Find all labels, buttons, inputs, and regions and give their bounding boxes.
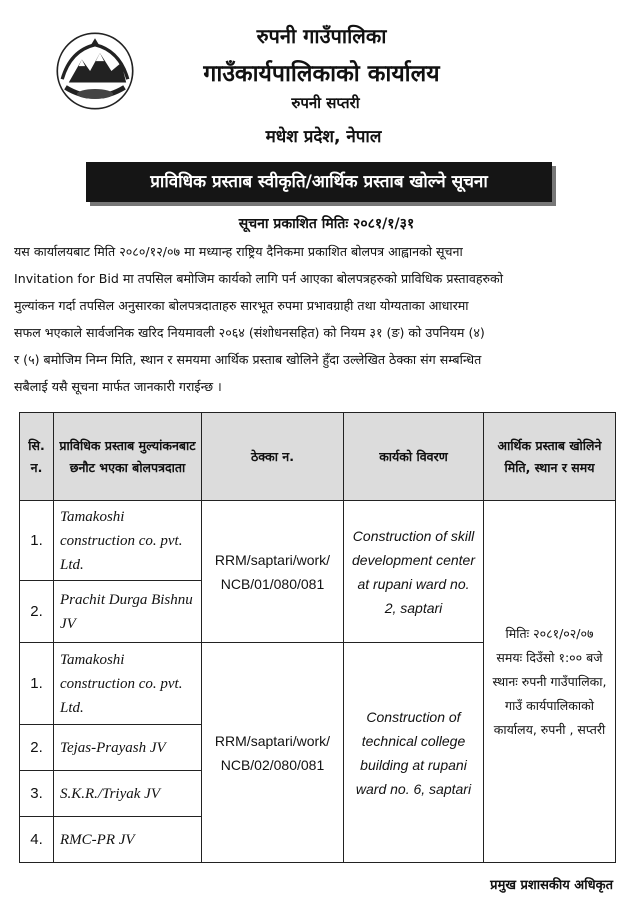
serial-number: 2. [20, 581, 54, 643]
published-date: सूचना प्रकाशित मितिः २०८१/१/३१ [238, 216, 415, 232]
contract-number: RRM/saptari/work/ NCB/01/080/081 [202, 501, 344, 643]
work-description: Construction of skill development center at rupani ward no. 2, saptari [344, 501, 484, 643]
opening-details [484, 501, 616, 863]
serial-number: 4. [20, 817, 54, 863]
header-bidder: प्राविधिक प्रस्ताब मुल्यांकनबाट छनौट भएका बोलपत्रदाता [54, 413, 202, 501]
bidder-name: Prachit Durga Bishnu JV [54, 581, 202, 643]
header-opening-details: आर्थिक प्रस्ताब खोलिने मिति, स्थान र समय [484, 413, 616, 501]
serial-number: 2. [20, 725, 54, 771]
header-contract-number: ठेक्का न. [202, 413, 344, 501]
body-line: र (५) बमोजिम निम्न मिति, स्थान र समयमा आर्थिक प्रस्ताब खोलिने हुँदा उल्लेखित ठेक्का संग सम्बन्धित [14, 352, 482, 367]
serial-number: 3. [20, 771, 54, 817]
notice-title-banner: प्राविधिक प्रस्ताब स्वीकृति/आर्थिक प्रस्ताब खोल्ने सूचना [86, 162, 552, 202]
bidder-name: Tejas-Prayash JV [54, 725, 202, 771]
bid-results-table [19, 412, 616, 863]
body-line: मुल्यांकन गर्दा तपसिल अनुसारका बोलपत्रदाताहरु सारभूत रुपमा प्रभावग्राही तथा योग्यताका आधारमा [14, 298, 469, 313]
body-line: Invitation for Bid मा तपसिल बमोजिम कार्यको लागि पर्न आएका बोलपत्रहरुको प्राविधिक प्रस्तावहरुको [14, 271, 503, 286]
bidder-name: Tamakoshi construction co. pvt. Ltd. [54, 501, 202, 581]
table-header-row [20, 413, 616, 501]
serial-number: 1. [20, 501, 54, 581]
signature-title: प्रमुख प्रशासकीय अधिकृत [490, 878, 613, 893]
table-row [20, 501, 616, 581]
notice-body [14, 238, 624, 400]
office-location: रुपनी सप्तरी [291, 94, 360, 112]
header-serial-number: सि. न. [20, 413, 54, 501]
opening-place: स्थानः रुपनी गाउँपालिका, गाउँ कार्यपालिकाको कार्यालय, रुपनी , सप्तरी [492, 673, 607, 737]
serial-number: 1. [20, 643, 54, 725]
opening-date: मितिः २०८१/०२/०७ [505, 625, 594, 641]
bidder-name: Tamakoshi construction co. pvt. Ltd. [54, 643, 202, 725]
header-work-description: कार्यको विवरण [344, 413, 484, 501]
body-line: सफल भएकाले सार्वजनिक खरिद नियमावली २०६४ (संशोधनसहित) को नियम ३१ (ङ) को उपनियम (४) [14, 325, 485, 340]
contract-number: RRM/saptari/work/ NCB/02/080/081 [202, 643, 344, 863]
work-description: Construction of technical college building at rupani ward no. 6, saptari [344, 643, 484, 863]
bidder-name: RMC-PR JV [54, 817, 202, 863]
bidder-name: S.K.R./Triyak JV [54, 771, 202, 817]
body-line: यस कार्यालयबाट मिति २०८०/१२/०७ मा मध्यान्ह राष्ट्रिय दैनिकमा प्रकाशित बोलपत्र आह्वानको सूचना [14, 244, 463, 259]
body-line: सबैलाई यसै सूचना मार्फत जानकारी गराईन्छ । [14, 379, 222, 394]
opening-time: समयः दिउँसो १:०० बजे [496, 649, 603, 665]
office-name: गाउँकार्यपालिकाको कार्यालय [203, 61, 440, 87]
province-name: मधेश प्रदेश, नेपाल [265, 127, 382, 147]
municipality-name: रुपनी गाउँपालिका [256, 24, 387, 48]
